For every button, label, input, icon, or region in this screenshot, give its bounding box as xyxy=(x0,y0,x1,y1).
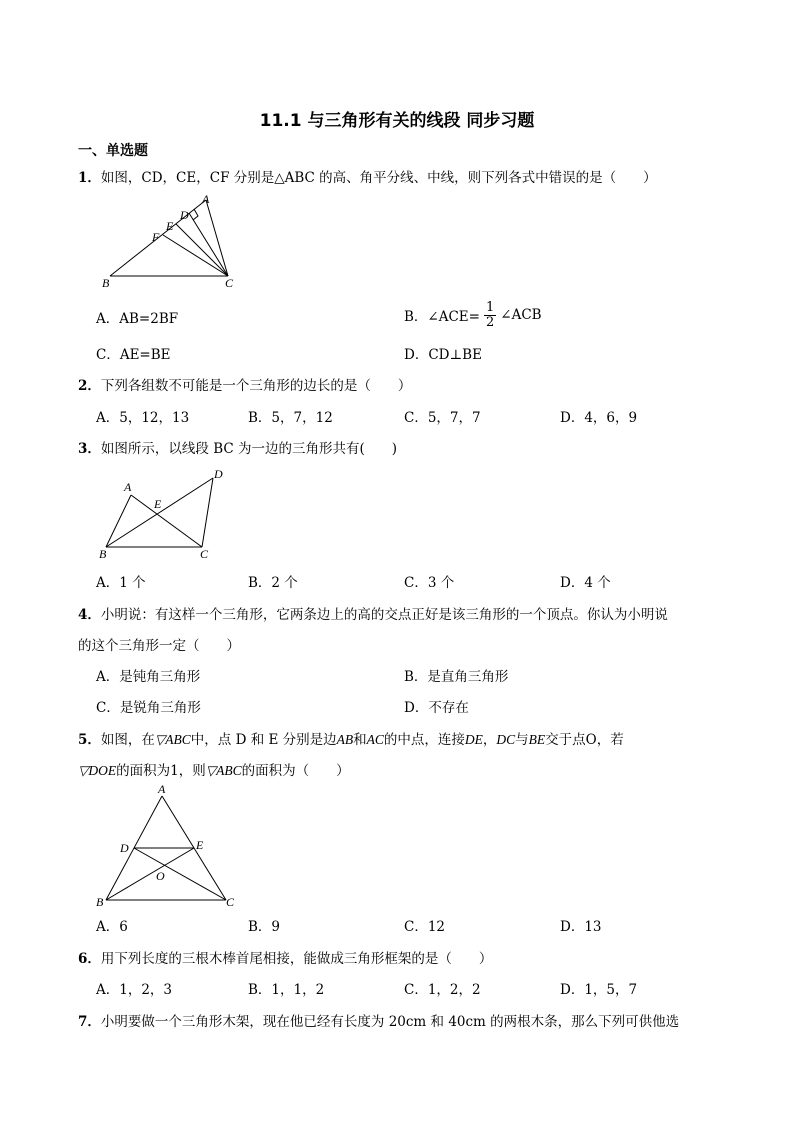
q1-triangle-figure xyxy=(96,190,246,290)
segment-dc: DC xyxy=(496,732,516,747)
question-1 xyxy=(78,166,657,186)
q6-option-b[interactable]: B．1，1，2 xyxy=(248,982,325,998)
right-angle-mark xyxy=(193,209,198,220)
q6-option-a[interactable]: A．1，2，3 xyxy=(96,982,173,998)
segment-cd xyxy=(202,478,213,547)
question-text: 下列各组数不可能是一个三角形的边长的是（ ） xyxy=(100,378,412,394)
question-2 xyxy=(78,374,411,394)
label-b: B xyxy=(102,276,110,290)
question-7 xyxy=(78,1010,679,1030)
q4-option-c[interactable]: C．是锐角三角形 xyxy=(96,700,201,716)
fraction-one-half xyxy=(484,301,496,329)
text: 交于点O，若 xyxy=(545,732,624,748)
label-f: F xyxy=(152,230,160,244)
question-5-line-2 xyxy=(78,759,350,779)
label-d: D xyxy=(120,841,129,855)
label-e: E xyxy=(196,838,204,852)
q1-option-a[interactable]: A．AB=2BF xyxy=(96,311,179,327)
label-d: D xyxy=(214,467,223,481)
fraction-numerator: 1 xyxy=(485,299,495,315)
label-a: A xyxy=(124,480,132,494)
label-e: E xyxy=(154,497,162,511)
question-5 xyxy=(78,728,624,748)
q2-option-c[interactable]: C．5，7，7 xyxy=(404,410,481,426)
question-number: 7． xyxy=(78,1014,101,1030)
triangle-doe: ▽DOE xyxy=(78,763,117,778)
question-text-line-1: 小明说：有这样一个三角形，它两条边上的高的交点正好是该三角形的一个顶点。你认为小明说 xyxy=(100,607,668,623)
q3-option-b[interactable]: B．2 个 xyxy=(248,575,298,591)
segment-ac xyxy=(131,495,202,547)
q1-option-c[interactable]: C．AE=BE xyxy=(96,347,171,363)
q5-option-d[interactable]: D．13 xyxy=(560,919,602,935)
label-a: A xyxy=(202,192,210,206)
q2-option-b[interactable]: B．5，7，12 xyxy=(248,410,333,426)
q2-option-a[interactable]: A．5，12，13 xyxy=(96,410,190,426)
question-number: 4． xyxy=(78,607,101,623)
q5-triangle-figure xyxy=(90,780,250,910)
text: 和 xyxy=(353,732,367,748)
question-4 xyxy=(78,603,668,623)
label-c: C xyxy=(226,895,235,909)
question-number: 3． xyxy=(78,441,101,457)
q5-option-b[interactable]: B．9 xyxy=(248,919,281,935)
label-a: A xyxy=(158,782,166,796)
q3-option-a[interactable]: A．1 个 xyxy=(96,575,146,591)
q1-option-b[interactable] xyxy=(404,296,542,334)
text: 中，点 D 和 E 分别是边 xyxy=(190,732,337,748)
segment-be: BE xyxy=(528,732,546,747)
label-c: C xyxy=(225,276,234,290)
q4-option-b[interactable]: B．是直角三角形 xyxy=(404,669,509,685)
question-3 xyxy=(78,437,397,457)
q6-option-d[interactable]: D．1，5，7 xyxy=(560,982,638,998)
label-b: B xyxy=(99,547,107,561)
option-b-prefix: B．∠ACE= xyxy=(404,309,480,325)
q5-option-c[interactable]: C．12 xyxy=(404,919,446,935)
segment-ac: AC xyxy=(366,732,384,747)
q4-option-a[interactable]: A．是钝角三角形 xyxy=(96,669,201,685)
q5-option-a[interactable]: A．6 xyxy=(96,919,128,935)
question-number: 5． xyxy=(78,732,101,748)
text: 与 xyxy=(515,732,529,748)
triangle-abc: ▽ABC xyxy=(154,732,191,747)
q3-option-d[interactable]: D．4 个 xyxy=(560,575,611,591)
question-number: 6． xyxy=(78,951,101,967)
text: ， xyxy=(482,732,497,748)
q3-figure xyxy=(94,462,234,562)
text: 的中点，连接 xyxy=(383,732,465,748)
question-number: 2． xyxy=(78,378,101,394)
question-text-line-2: 的这个三角形一定（ ） xyxy=(78,638,240,654)
text: 的面积为1，则 xyxy=(116,763,206,779)
altitude-cd xyxy=(189,213,228,276)
q6-option-c[interactable]: C．1，2，2 xyxy=(404,982,481,998)
page-title: 11.1 与三角形有关的线段 同步习题 xyxy=(259,111,535,131)
question-text: 用下列长度的三根木棒首尾相接，能做成三角形框架的是（ ） xyxy=(100,951,493,967)
section-heading: 一、单选题 xyxy=(78,143,148,159)
q3-option-c[interactable]: C．3 个 xyxy=(404,575,455,591)
label-d: D xyxy=(180,208,189,222)
question-text: 如图所示，以线段 BC 为一边的三角形共有( ) xyxy=(100,441,398,457)
label-o: O xyxy=(156,869,165,883)
q2-option-d[interactable]: D．4，6，9 xyxy=(560,410,638,426)
question-text: 如图，CD，CE，CF 分别是△ABC 的高、角平分线、中线，则下列各式中错误的是（ ） xyxy=(100,170,657,186)
label-c: C xyxy=(200,547,209,561)
segment-ab: AB xyxy=(336,732,354,747)
question-6 xyxy=(78,947,492,967)
label-e: E xyxy=(166,219,174,233)
fraction-denominator: 2 xyxy=(485,314,495,330)
text: 的面积为（ ） xyxy=(241,763,350,779)
option-b-suffix: ∠ACB xyxy=(500,307,542,323)
q4-option-d[interactable]: D．不存在 xyxy=(404,700,469,716)
question-text: 小明要做一个三角形木架，现在他已经有长度为 20cm 和 40cm 的两根木条，那么下列可供他选 xyxy=(100,1014,680,1030)
triangle-abc: ▽ABC xyxy=(205,763,242,778)
text: 如图，在 xyxy=(100,732,155,748)
q1-option-d[interactable]: D．CD⊥BE xyxy=(404,347,482,363)
label-b: B xyxy=(96,895,104,909)
question-number: 1． xyxy=(78,170,101,186)
segment-de: DE xyxy=(464,732,483,747)
